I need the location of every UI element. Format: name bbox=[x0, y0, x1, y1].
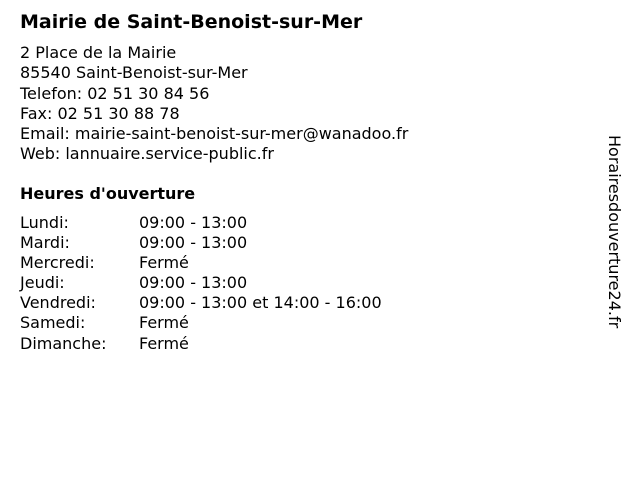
page-title: Mairie de Saint-Benoist-sur-Mer bbox=[20, 11, 363, 33]
day-label: Lundi: bbox=[20, 213, 69, 232]
phone-number: Telefon: 02 51 30 84 56 bbox=[20, 83, 210, 103]
website: Web: lannuaire.service-public.fr bbox=[20, 144, 274, 164]
day-label: Samedi: bbox=[20, 313, 86, 333]
day-label: Dimanche: bbox=[20, 333, 107, 353]
day-hours: 09:00 - 13:00 bbox=[139, 273, 248, 293]
day-hours: Fermé bbox=[139, 333, 189, 353]
fax-number: Fax: 02 51 30 88 78 bbox=[20, 103, 180, 123]
address-street: 2 Place de la Mairie bbox=[20, 43, 177, 62]
day-label: Vendredi: bbox=[20, 293, 96, 313]
day-label: Mercredi: bbox=[20, 253, 95, 273]
day-hours: 09:00 - 13:00 et 14:00 - 16:00 bbox=[139, 293, 382, 313]
address-city: 85540 Saint-Benoist-sur-Mer bbox=[20, 63, 248, 83]
day-hours: 09:00 - 13:00 bbox=[139, 233, 248, 253]
day-label: Mardi: bbox=[20, 233, 70, 253]
opening-hours-heading: Heures d'ouverture bbox=[20, 184, 196, 203]
day-hours: Fermé bbox=[139, 253, 189, 273]
day-hours: 09:00 - 13:00 bbox=[139, 213, 248, 232]
day-hours: Fermé bbox=[139, 313, 189, 333]
day-label: Jeudi: bbox=[20, 273, 65, 293]
contact-info bbox=[20, 43, 408, 165]
email-address: Email: mairie-saint-benoist-sur-mer@wanadoo.fr bbox=[20, 124, 409, 144]
site-watermark: Horairesdouverture24.fr bbox=[605, 135, 624, 329]
